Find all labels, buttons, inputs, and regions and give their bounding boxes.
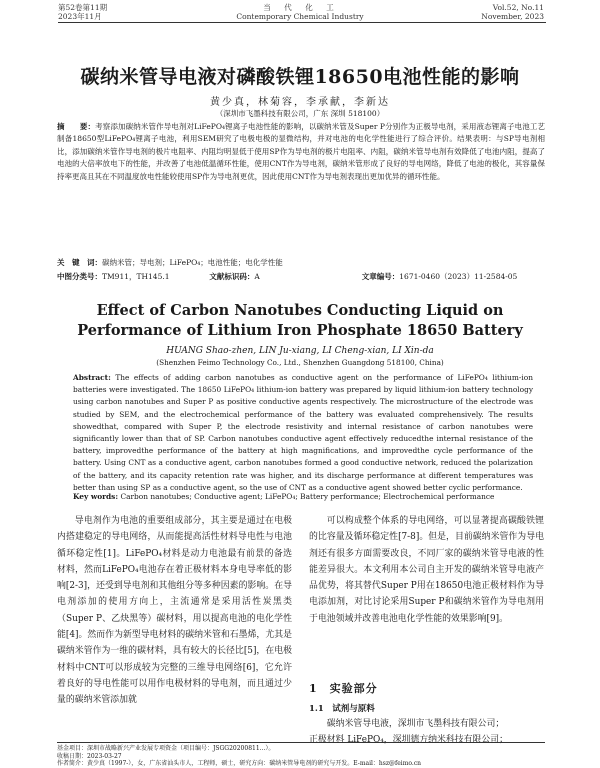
intro-paragraph-2: 可以构成整个体系的导电网络，可以显著提高碳酸铁锂的比容量及循环稳定性[7-8]。但是，目前碳纳米管作为导电剂还有很多方面需要改良，不同厂家的碳纳米管导电液的性能差异很大。本文利用本公司自主开发的碳纳米管导电液产品优势，将其替代Super P用在18650电池正极材料作为导电添加剂，对比讨论采用Super P和碳纳米管作为导电剂用于电池领域并改善电池电化学性能的效果影响[9]。	[309, 516, 544, 624]
body-left-column	[57, 513, 292, 709]
body-right-column	[309, 513, 544, 627]
authors-cn: 黄少真，林菊容，李承献，李新达	[210, 97, 390, 108]
footer-rule	[57, 742, 545, 743]
paper-title-cn: 碳纳米管导电液对磷酸铁锂18650电池性能的影响	[80, 66, 520, 88]
subsection-heading: 1.1 试剂与原料	[309, 704, 375, 714]
abstract-en: Abstract: The effects of adding carbon nanotubes as conductive agent on the performance of LiFePO₄ lithium-ion batteries were investigated. The 18650 LiFePO₄ lithium-ion battery was prepared by liquid lithium-ion battery technology using carbon nanotubes and Super P as positive conductive agents respectively. The microstructure of the electrode was studied by SEM, and the electrochemical performance of the battery was evaluated comprehensively. The results showedthat, compared with Super P, the electrode resistivity and internal resistance of carbon nanotubes were significantly lower than that of SP. Carbon nanotubes conductive agent effectively reducedthe internal resistance of the battery, improvedthe performance of the battery at high magnifications, and improvedthe cycle performance of the battery. Using CNT as a conductive agent, carbon nanotubes formed a good conductive network, reduced the polarization of the battery, and its capacity retention rate was higher, and its discharge performance at different temperatures was better than using SP as a conductive agent, so the use of CNT as a conductive agent showed better cyclic performance.	[73, 373, 533, 492]
journal-volume: 第52卷第11期 2023年11月	[58, 3, 108, 21]
affiliation-cn: （深圳市飞墨科技有限公司，广东 深圳 518100）	[215, 109, 385, 118]
abstract-cn-text: 考察添加碳纳米管作导电剂对LiFePO₄锂离子电池性能的影响，以碳纳米管及Super P分别作为正极导电剂，采用液态锂离子电池工艺制备18650型LiFePO₄锂离子电池，利用SEM研究了电极电极的显微结构，并对电池的电化学性能进行了综合评价。结果表明：与SP导电剂相比，添加碳纳米管作导电剂的极片电阻率、内阻均明显低于使用SP作为导电剂的极片电阻率、内阻，碳纳米管导电剂有效降低了电池内阻，提高了电池的大倍率放电下的性能，并改善了电池低温循环性能，使用CNT作为导电剂，碳纳米管形成了良好的导电网络，降低了电池的极化，其容量保持率更高且其在不同温度放电性能较使用SP作为导电剂更优，因此使用CNT作为导电剂表现出更加优异的循环性能。	[57, 122, 545, 181]
keywords-cn: 关 键 词：碳纳米管；导电剂；LiFePO₄；电池性能；电化学性能	[57, 258, 283, 267]
journal-name: 当 代 化 工 Contemporary Chemical Industry	[236, 3, 364, 21]
journal-issue: Vol.52, No.11 November, 2023	[481, 3, 544, 21]
footnotes: 基金项目：深圳市战略新兴产业发展专项资金（项目编号：JSGG20200811...）。 收稿日期：2023-03-27 作者简介：黄少真（1997-），女，广东省汕头市人，工程师，硕士，研究方向：碳纳米管导电剂的研究与开发。E-mail：hsz@feimo.cn	[57, 745, 422, 767]
section-heading: 1 实验部分	[309, 682, 378, 695]
affiliation-en: (Shenzhen Feimo Technology Co., Ltd., Shenzhen Guangdong 518100, China)	[156, 358, 444, 367]
header-rule	[58, 22, 546, 23]
intro-paragraph-1: 导电剂作为电池的重要组成部分，其主要是通过在电极内搭建稳定的导电网络，从而能提高活性材料导电性与电池循环稳定性[1]。LiFePO₄材料是动力电池最有前景的备选材料，然而LiFePO₄电池存在着正极材料本身电导率低的影响[2-3]，还受到导电剂和其他组分等多种因素的影响。在导电剂添加的使用方向上，主流通常是采用活性炭黑类（Super P、乙炔黑等）碳材料，用以提高电池的电化学性能[4]。然而作为新型导电材料的碳纳米管和石墨烯，尤其是碳纳米管作为一维的碳材料，具有较大的长径比[5]，在电极材料中CNT可以形成较为完整的三维导电网络[6]，它允许着良好的导电性能可以用作电极材料的导电剂，而且通过少量的碳纳米管添加就	[57, 516, 292, 706]
paper-title-en: Effect of Carbon Nanotubes Conducting Liquid on Performance of Lithium Iron Phosphate 18650 Battery	[77, 302, 523, 339]
materials-list: 碳纳米管导电液，深圳市飞墨科技有限公司； 正极材料 LiFePO₄，深圳德方纳米科技有限公司；	[309, 719, 509, 746]
abstract-cn-label: 摘 要：	[57, 122, 96, 131]
keywords-en: Key words: Carbon nanotubes; Conductive agent; LiFePO₄; Battery performance; Electrochemical performance	[73, 492, 495, 501]
authors-en: HUANG Shao-zhen, LIN Ju-xiang, LI Cheng-xian, LI Xin-da	[166, 346, 434, 356]
abstract-cn	[57, 121, 545, 183]
classification-row: 中图分类号：TM911，TH145.1 文献标识码：A 文章编号：1671-0460（2023）11-2584-05	[57, 272, 518, 281]
